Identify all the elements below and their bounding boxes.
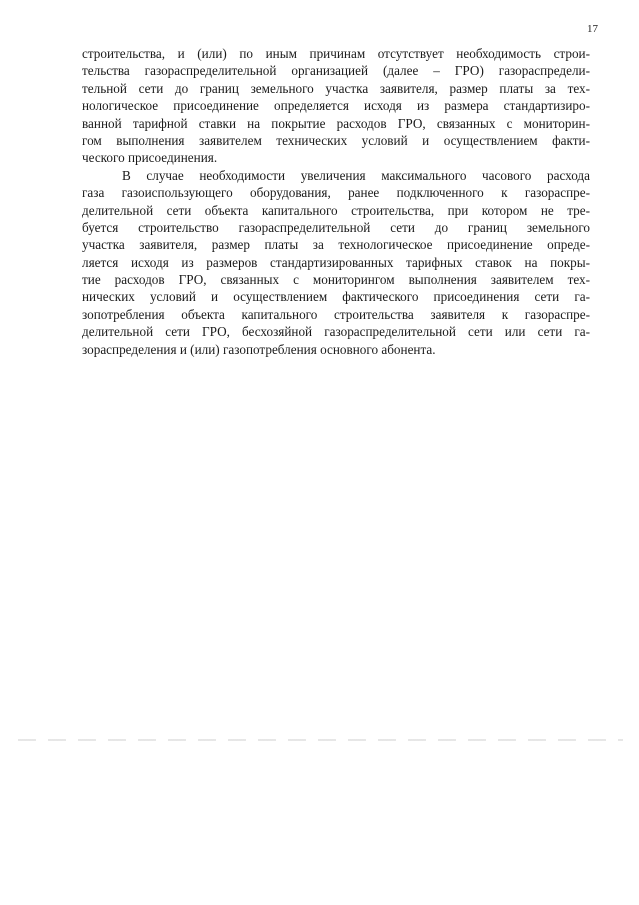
text-line: ванной тарифной ставки на покрытие расходов ГРО, связанных с мониторин- bbox=[82, 115, 590, 131]
text-line: В случае необходимости увеличения максимального часового расхода bbox=[122, 167, 590, 183]
document-body bbox=[82, 45, 590, 358]
text-line: тельной сети до границ земельного участка заявителя, размер платы за тех- bbox=[82, 80, 590, 96]
text-line: делительной сети объекта капитального строительства, при котором не тре- bbox=[82, 202, 590, 218]
text-line: гом выполнения заявителем технических условий и осуществлением факти- bbox=[82, 132, 590, 148]
paragraph-1 bbox=[82, 45, 590, 167]
text-line: нологическое присоединение определяется исходя из размера стандартизиро- bbox=[82, 98, 590, 114]
text-line: нических условий и осуществлением фактического присоединения сети га- bbox=[82, 289, 590, 305]
text-line: газа газоиспользующего оборудования, ранее подключенного к газораспре- bbox=[82, 185, 590, 201]
text-line: ляется исходя из размеров стандартизированных тарифных ставок на покры- bbox=[82, 254, 590, 270]
text-line: зопотребления объекта капитального строительства заявителя к газораспре- bbox=[82, 306, 590, 322]
text-line: ческого присоединения. bbox=[82, 150, 218, 166]
text-line: буется строительство газораспределительной сети до границ земельного bbox=[82, 219, 590, 235]
page-number: 17 bbox=[587, 23, 598, 35]
text-line: зораспределения и (или) газопотребления основного абонента. bbox=[82, 341, 436, 357]
text-line: тие расходов ГРО, связанных с мониторингом выполнения заявителем тех- bbox=[82, 272, 590, 288]
scan-artifact-line bbox=[18, 739, 623, 741]
paragraph-2 bbox=[82, 167, 590, 358]
text-line: тельства газораспределительной организацией (далее – ГРО) газораспредели- bbox=[82, 63, 590, 79]
text-line: участка заявителя, размер платы за технологическое присоединение опреде- bbox=[82, 237, 590, 253]
text-line: делительной сети ГРО, бесхозяйной газораспределительной сети или сети га- bbox=[82, 324, 590, 340]
text-line: строительства, и (или) по иным причинам отсутствует необходимость строи- bbox=[82, 46, 590, 61]
